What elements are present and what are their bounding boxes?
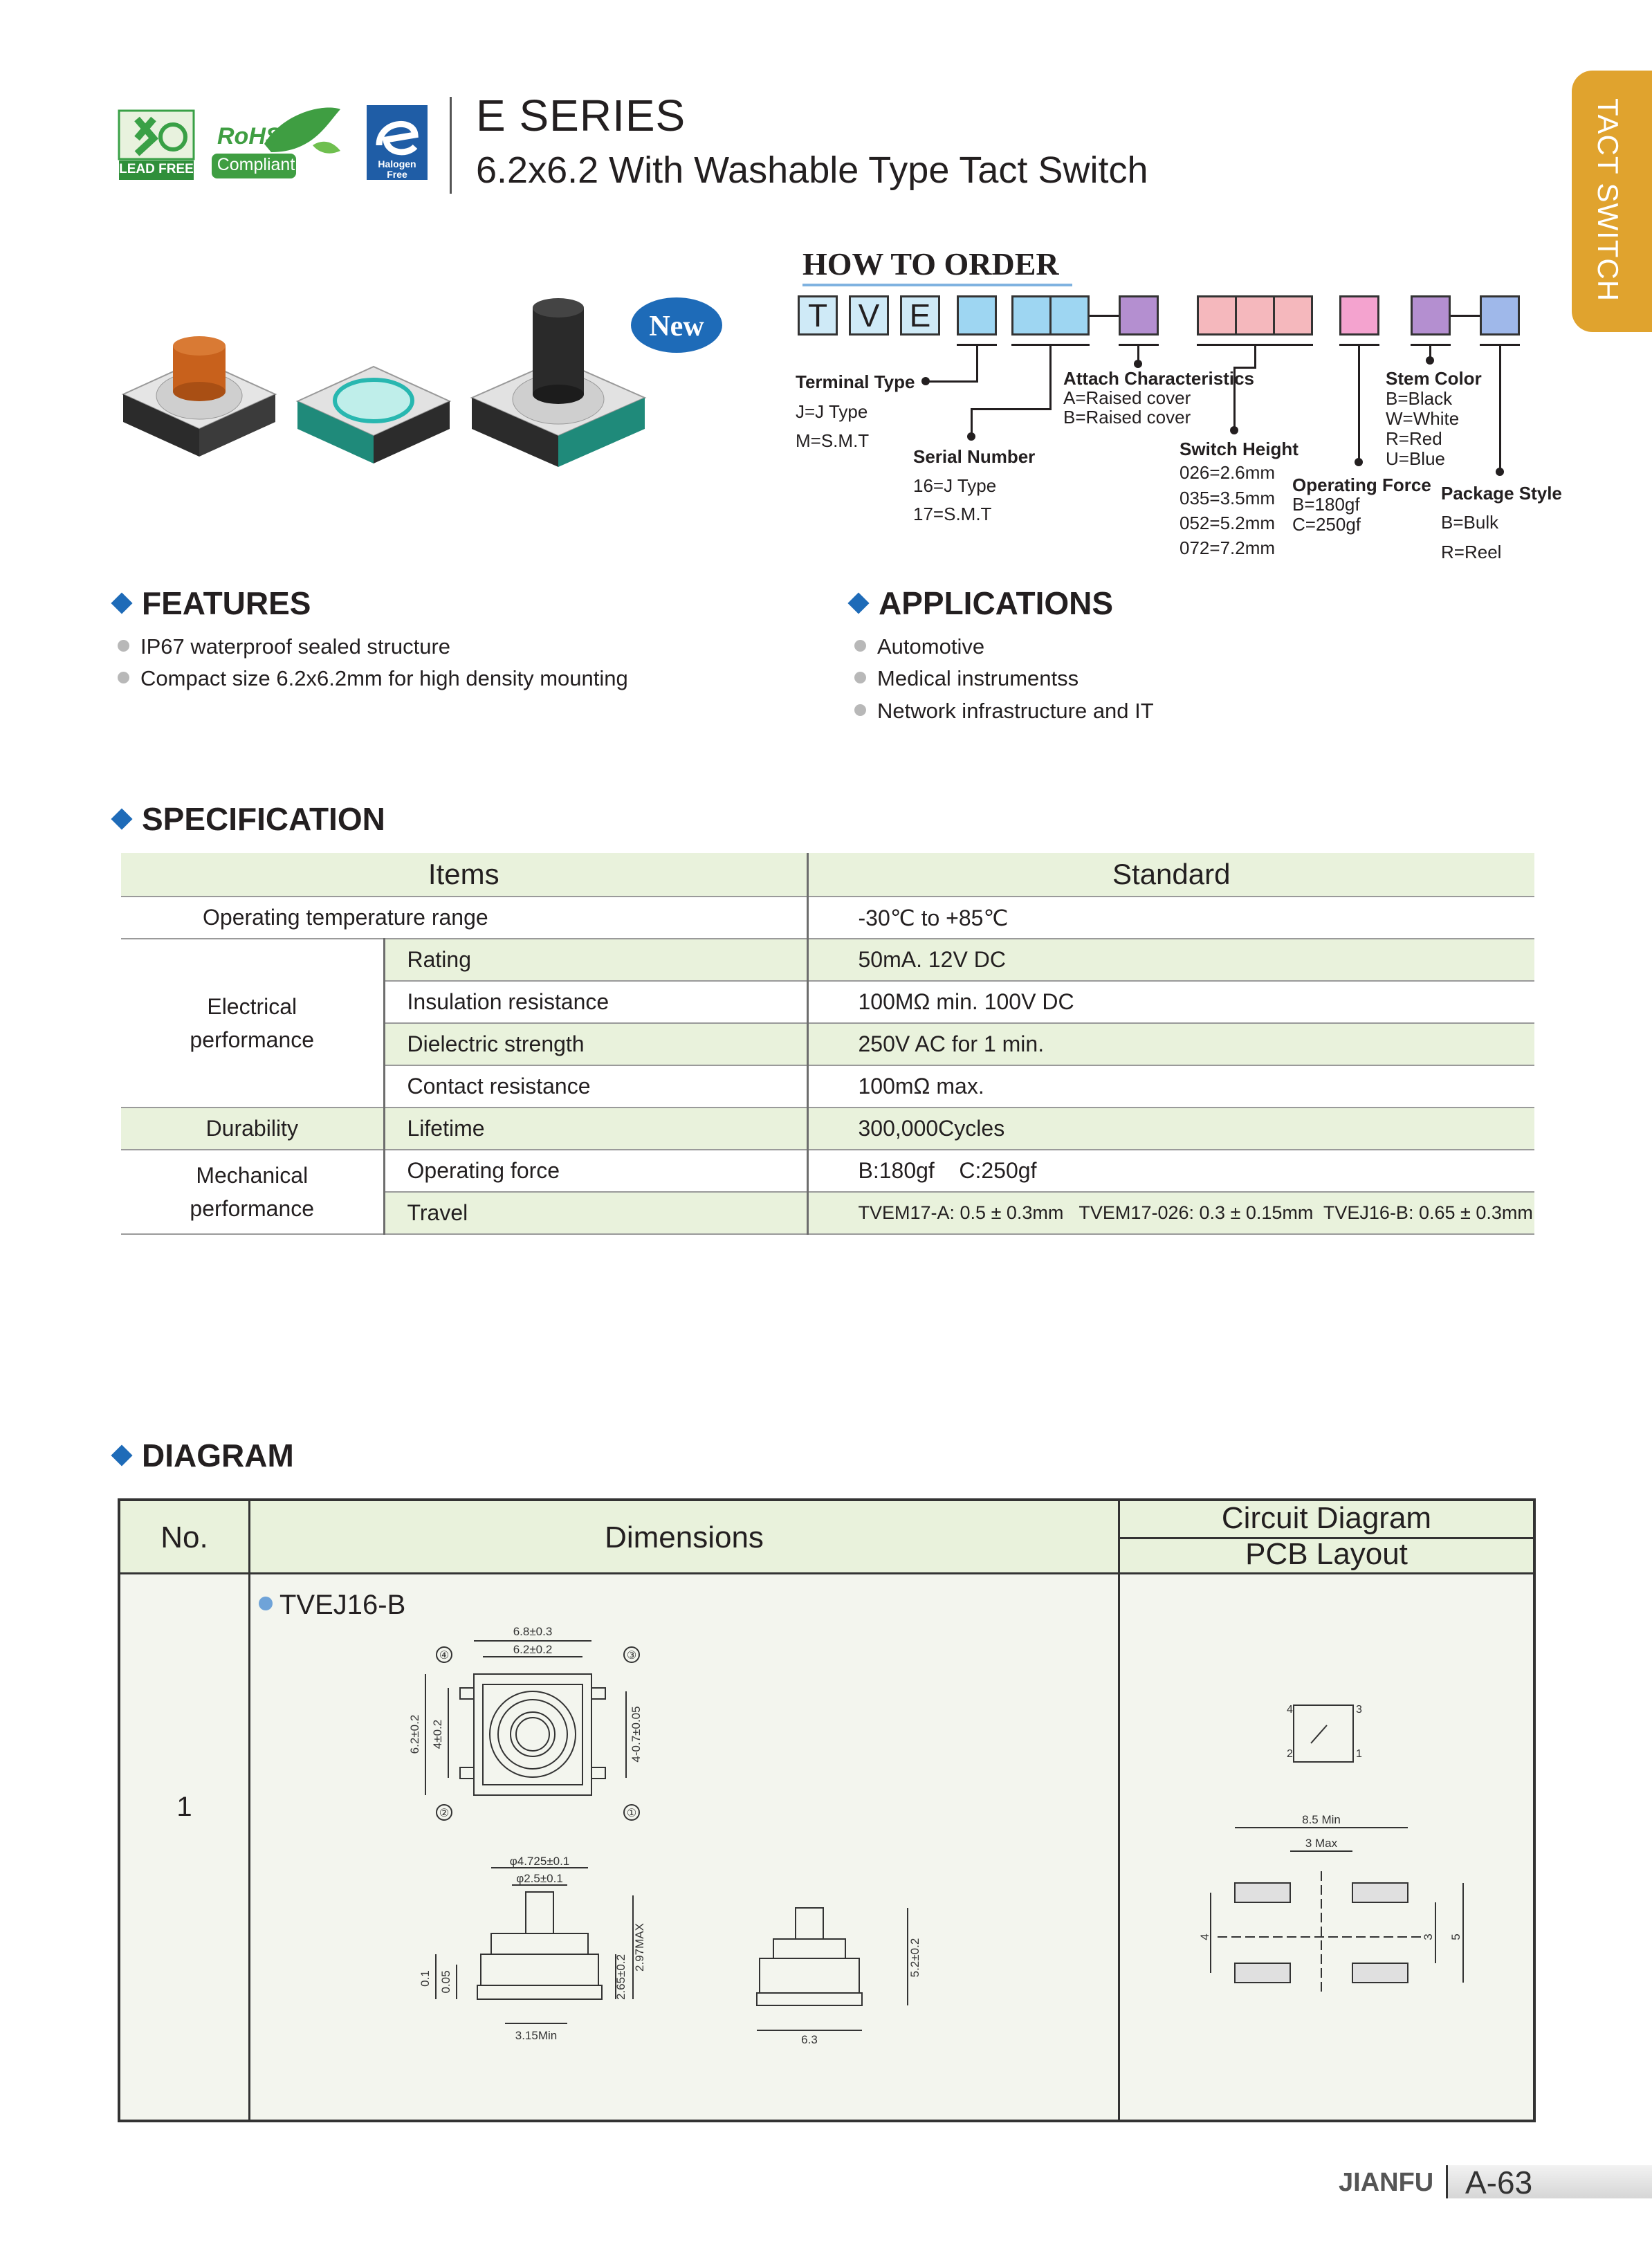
diagram-header-circuit: Circuit Diagram (1221, 1501, 1432, 1535)
dot-force (1355, 458, 1363, 466)
spec-value: 300,000Cycles (807, 1108, 1534, 1150)
features-heading: FEATURES (114, 585, 311, 622)
new-badge (631, 297, 722, 353)
diagram-col-line-1 (248, 1501, 250, 2120)
diagram-header-pcb: PCB Layout (1245, 1537, 1408, 1571)
applications-heading: APPLICATIONS (851, 585, 1113, 622)
code-box-stem (1411, 295, 1451, 336)
pcb-h-left: 4 (1198, 1933, 1211, 1940)
terminal-type-label: Terminal Type (796, 371, 915, 392)
diamond-icon (111, 592, 132, 614)
spec-value: 250V AC for 1 min. (807, 1023, 1534, 1065)
dot-attach (1134, 360, 1142, 368)
dim-tol-a: 0.1 (419, 1970, 432, 1987)
front-view-drawing (747, 1895, 927, 2048)
dim-cap-d: φ4.725±0.1 (509, 1855, 570, 1868)
spec-row (121, 939, 1534, 981)
rohs-logo (209, 104, 347, 181)
lead-free-label: LEAD FREE (119, 162, 194, 176)
code-box-height-2 (1235, 295, 1275, 336)
application-item: Automotive (854, 634, 984, 659)
dim-tol-b: 0.05 (439, 1970, 452, 1994)
halogen-free-logo (365, 104, 429, 181)
code-box-terminal (957, 295, 997, 336)
operating-force-opt-1: C=250gf (1292, 514, 1361, 535)
top-view-drawing (394, 1626, 671, 1847)
spec-item: Lifetime (384, 1108, 807, 1150)
terminal-type-opt-1: M=S.M.T (796, 430, 870, 451)
code-letter-v: V (849, 295, 889, 336)
footer-page-number: A-63 (1465, 2165, 1533, 2200)
dim-foot: 3.15Min (515, 2029, 558, 2042)
code-dash-1 (1090, 315, 1119, 317)
how-to-order-underline (802, 284, 1072, 286)
pin-2-label: ② (439, 1808, 450, 1819)
code-box-package (1480, 295, 1520, 336)
dot-height (1230, 426, 1238, 434)
side-tab[interactable] (1572, 71, 1652, 332)
conn-serial-v (1049, 346, 1052, 410)
terminal-type-opt-0: J=J Type (796, 401, 868, 422)
conn-serial-h (971, 408, 1052, 410)
operating-force-opt-0: B=180gf (1292, 494, 1360, 515)
spec-group-label: Electrical performance (190, 994, 315, 1052)
code-box-attach (1119, 295, 1159, 336)
operating-force-label: Operating Force (1292, 475, 1431, 495)
package-style-opt-0: B=Bulk (1441, 512, 1499, 533)
circuit-pin-1: 1 (1356, 1748, 1362, 1760)
conn-terminal-v (976, 346, 978, 382)
code-box-height-3 (1273, 295, 1313, 336)
spec-row (121, 1108, 1534, 1150)
title-separator (450, 97, 452, 194)
dot-package (1496, 468, 1504, 476)
code-dash-2 (1451, 315, 1480, 317)
dim-total-h: 2.97MAX (633, 1923, 646, 1972)
stem-color-opt-1: W=White (1386, 408, 1460, 429)
serial-number-opt-1: 17=S.M.T (913, 504, 992, 524)
pcb-h-right: 5 (1449, 1933, 1462, 1940)
code-box-serial-2 (1049, 295, 1090, 336)
switch-height-opt-2: 052=5.2mm (1180, 513, 1276, 533)
diagram-header-line (120, 1572, 1533, 1574)
dim-side-h: 5.2±0.2 (908, 1938, 921, 1978)
diagram-model-label: TVEJ16-B (259, 1590, 405, 1621)
side-view-drawing (394, 1854, 685, 2061)
dim-h-outer: 6.2±0.2 (408, 1714, 421, 1754)
spec-header-standard: Standard (807, 853, 1534, 897)
spec-item: Operating temperature range (121, 897, 807, 939)
dim-pin-pitch: 4-0.7±0.05 (630, 1706, 643, 1763)
pin-1-label: ① (626, 1808, 637, 1819)
halogen-free-text: Halogen Free (378, 158, 416, 180)
switch-height-label: Switch Height (1180, 439, 1298, 459)
stem-color-opt-3: U=Blue (1386, 448, 1445, 469)
diagram-header-dimensions: Dimensions (605, 1520, 764, 1554)
application-item: Network infrastructure and IT (854, 699, 1154, 724)
circuit-pin-4: 4 (1287, 1704, 1293, 1716)
switch-height-opt-1: 035=3.5mm (1180, 488, 1276, 508)
diagram-header-no: No. (160, 1520, 208, 1554)
code-letter-t: T (798, 295, 838, 336)
product-photo-black (465, 294, 655, 488)
spec-item: Dielectric strength (384, 1023, 807, 1065)
dim-h-inner: 4±0.2 (431, 1719, 444, 1749)
spec-item: Contact resistance (384, 1065, 807, 1108)
spec-group-label: Mechanical performance (190, 1163, 315, 1221)
circuit-pin-2: 2 (1287, 1748, 1293, 1760)
spec-row (121, 897, 1534, 939)
dim-w-inner: 6.2±0.2 (513, 1643, 553, 1656)
attach-opt-0: A=Raised cover (1063, 387, 1191, 408)
dot-terminal (921, 377, 930, 385)
dim-side-w: 6.3 (801, 2033, 818, 2046)
product-photo-cyan (294, 342, 453, 474)
spec-header-row (121, 853, 1534, 897)
conn-terminal-h (927, 380, 978, 383)
how-to-order-title: HOW TO ORDER (802, 246, 1059, 282)
pcb-layout (1190, 1805, 1474, 1999)
spec-value: -30℃ to +85℃ (807, 897, 1534, 939)
spec-value: TVEM17-A: 0.5 ± 0.3mm TVEM17-026: 0.3 ± 0.15mm TVEJ16-B: 0.65 ± 0.3mm (807, 1192, 1534, 1234)
switch-height-opt-3: 072=7.2mm (1180, 537, 1276, 558)
attach-opt-1: B=Raised cover (1063, 407, 1191, 428)
conn-package-v (1499, 346, 1501, 472)
spec-value: 100MΩ min. 100V DC (807, 981, 1534, 1023)
spec-value: B:180gf C:250gf (807, 1150, 1534, 1192)
pcb-width: 8.5 Min (1302, 1813, 1341, 1826)
bullet-icon (118, 640, 129, 652)
stem-color-label: Stem Color (1386, 368, 1482, 389)
switch-height-opt-0: 026=2.6mm (1180, 462, 1276, 483)
serial-number-label: Serial Number (913, 446, 1036, 467)
footer-brand: JIANFU (1339, 2168, 1434, 2197)
application-item: Medical instrumentss (854, 666, 1079, 691)
diagram-col-line-2 (1118, 1501, 1120, 2120)
stem-color-opt-0: B=Black (1386, 388, 1453, 409)
new-badge-label: New (649, 311, 704, 342)
dim-stem-d: φ2.5±0.1 (516, 1872, 563, 1885)
circuit-diagram (1273, 1695, 1377, 1771)
diamond-icon (847, 592, 869, 614)
feature-item: IP67 waterproof sealed structure (118, 634, 450, 659)
lead-free-logo (118, 109, 195, 181)
attach-label: Attach Characteristics (1063, 368, 1254, 389)
bullet-icon (854, 704, 866, 716)
conn-serial-v2 (971, 408, 973, 436)
stem-color-opt-2: R=Red (1386, 428, 1442, 449)
dim-w-outer: 6.8±0.3 (513, 1626, 553, 1638)
series-title: E SERIES (476, 91, 686, 140)
bullet-icon (854, 672, 866, 683)
dot-stem (1426, 356, 1434, 365)
diagram-row-number: 1 (176, 1792, 192, 1822)
feature-item: Compact size 6.2x6.2mm for high density mounting (118, 666, 628, 691)
bullet-icon (118, 672, 129, 683)
serial-number-opt-0: 16=J Type (913, 475, 997, 496)
package-style-label: Package Style (1441, 483, 1562, 504)
specification-table (121, 853, 1534, 1235)
spec-group-durability: Durability (121, 1108, 384, 1150)
specification-heading: SPECIFICATION (114, 800, 385, 838)
spec-header-items: Items (121, 853, 807, 897)
pin-3-label: ③ (626, 1650, 637, 1662)
code-letter-e: E (900, 295, 940, 336)
package-style-opt-1: R=Reel (1441, 542, 1502, 562)
spec-item: Insulation resistance (384, 981, 807, 1023)
code-box-height-1 (1197, 295, 1237, 336)
code-box-force (1339, 295, 1379, 336)
spec-item: Travel (384, 1192, 807, 1234)
bullet-icon (259, 1597, 273, 1610)
dim-base-h: 2.65±0.2 (614, 1954, 627, 2001)
spec-group-electrical (121, 939, 384, 1108)
spec-item: Rating (384, 939, 807, 981)
spec-item: Operating force (384, 1150, 807, 1192)
circuit-pin-3: 3 (1356, 1704, 1362, 1716)
product-photo-red (116, 318, 282, 470)
spec-row (121, 1150, 1534, 1192)
pcb-gap: 3 Max (1305, 1837, 1338, 1850)
spec-value: 50mA. 12V DC (807, 939, 1534, 981)
product-subtitle: 6.2x6.2 With Washable Type Tact Switch (476, 149, 1148, 191)
conn-height-v (1254, 346, 1256, 368)
dot-serial (967, 432, 975, 441)
pin-4-label: ④ (439, 1650, 450, 1662)
conn-force-v (1358, 346, 1360, 462)
spec-group-mechanical (121, 1150, 384, 1234)
rohs-text: RoHS (217, 123, 282, 149)
diamond-icon (111, 808, 132, 829)
diagram-heading: DIAGRAM (114, 1437, 294, 1474)
bullet-icon (854, 640, 866, 652)
spec-value: 100mΩ max. (807, 1065, 1534, 1108)
side-tab-label: TACT SWITCH (1592, 98, 1624, 302)
pcb-h-mid: 3 (1422, 1933, 1435, 1940)
diamond-icon (111, 1444, 132, 1466)
code-box-serial-1 (1011, 295, 1052, 336)
rohs-compliant-text: Compliant (217, 155, 295, 174)
